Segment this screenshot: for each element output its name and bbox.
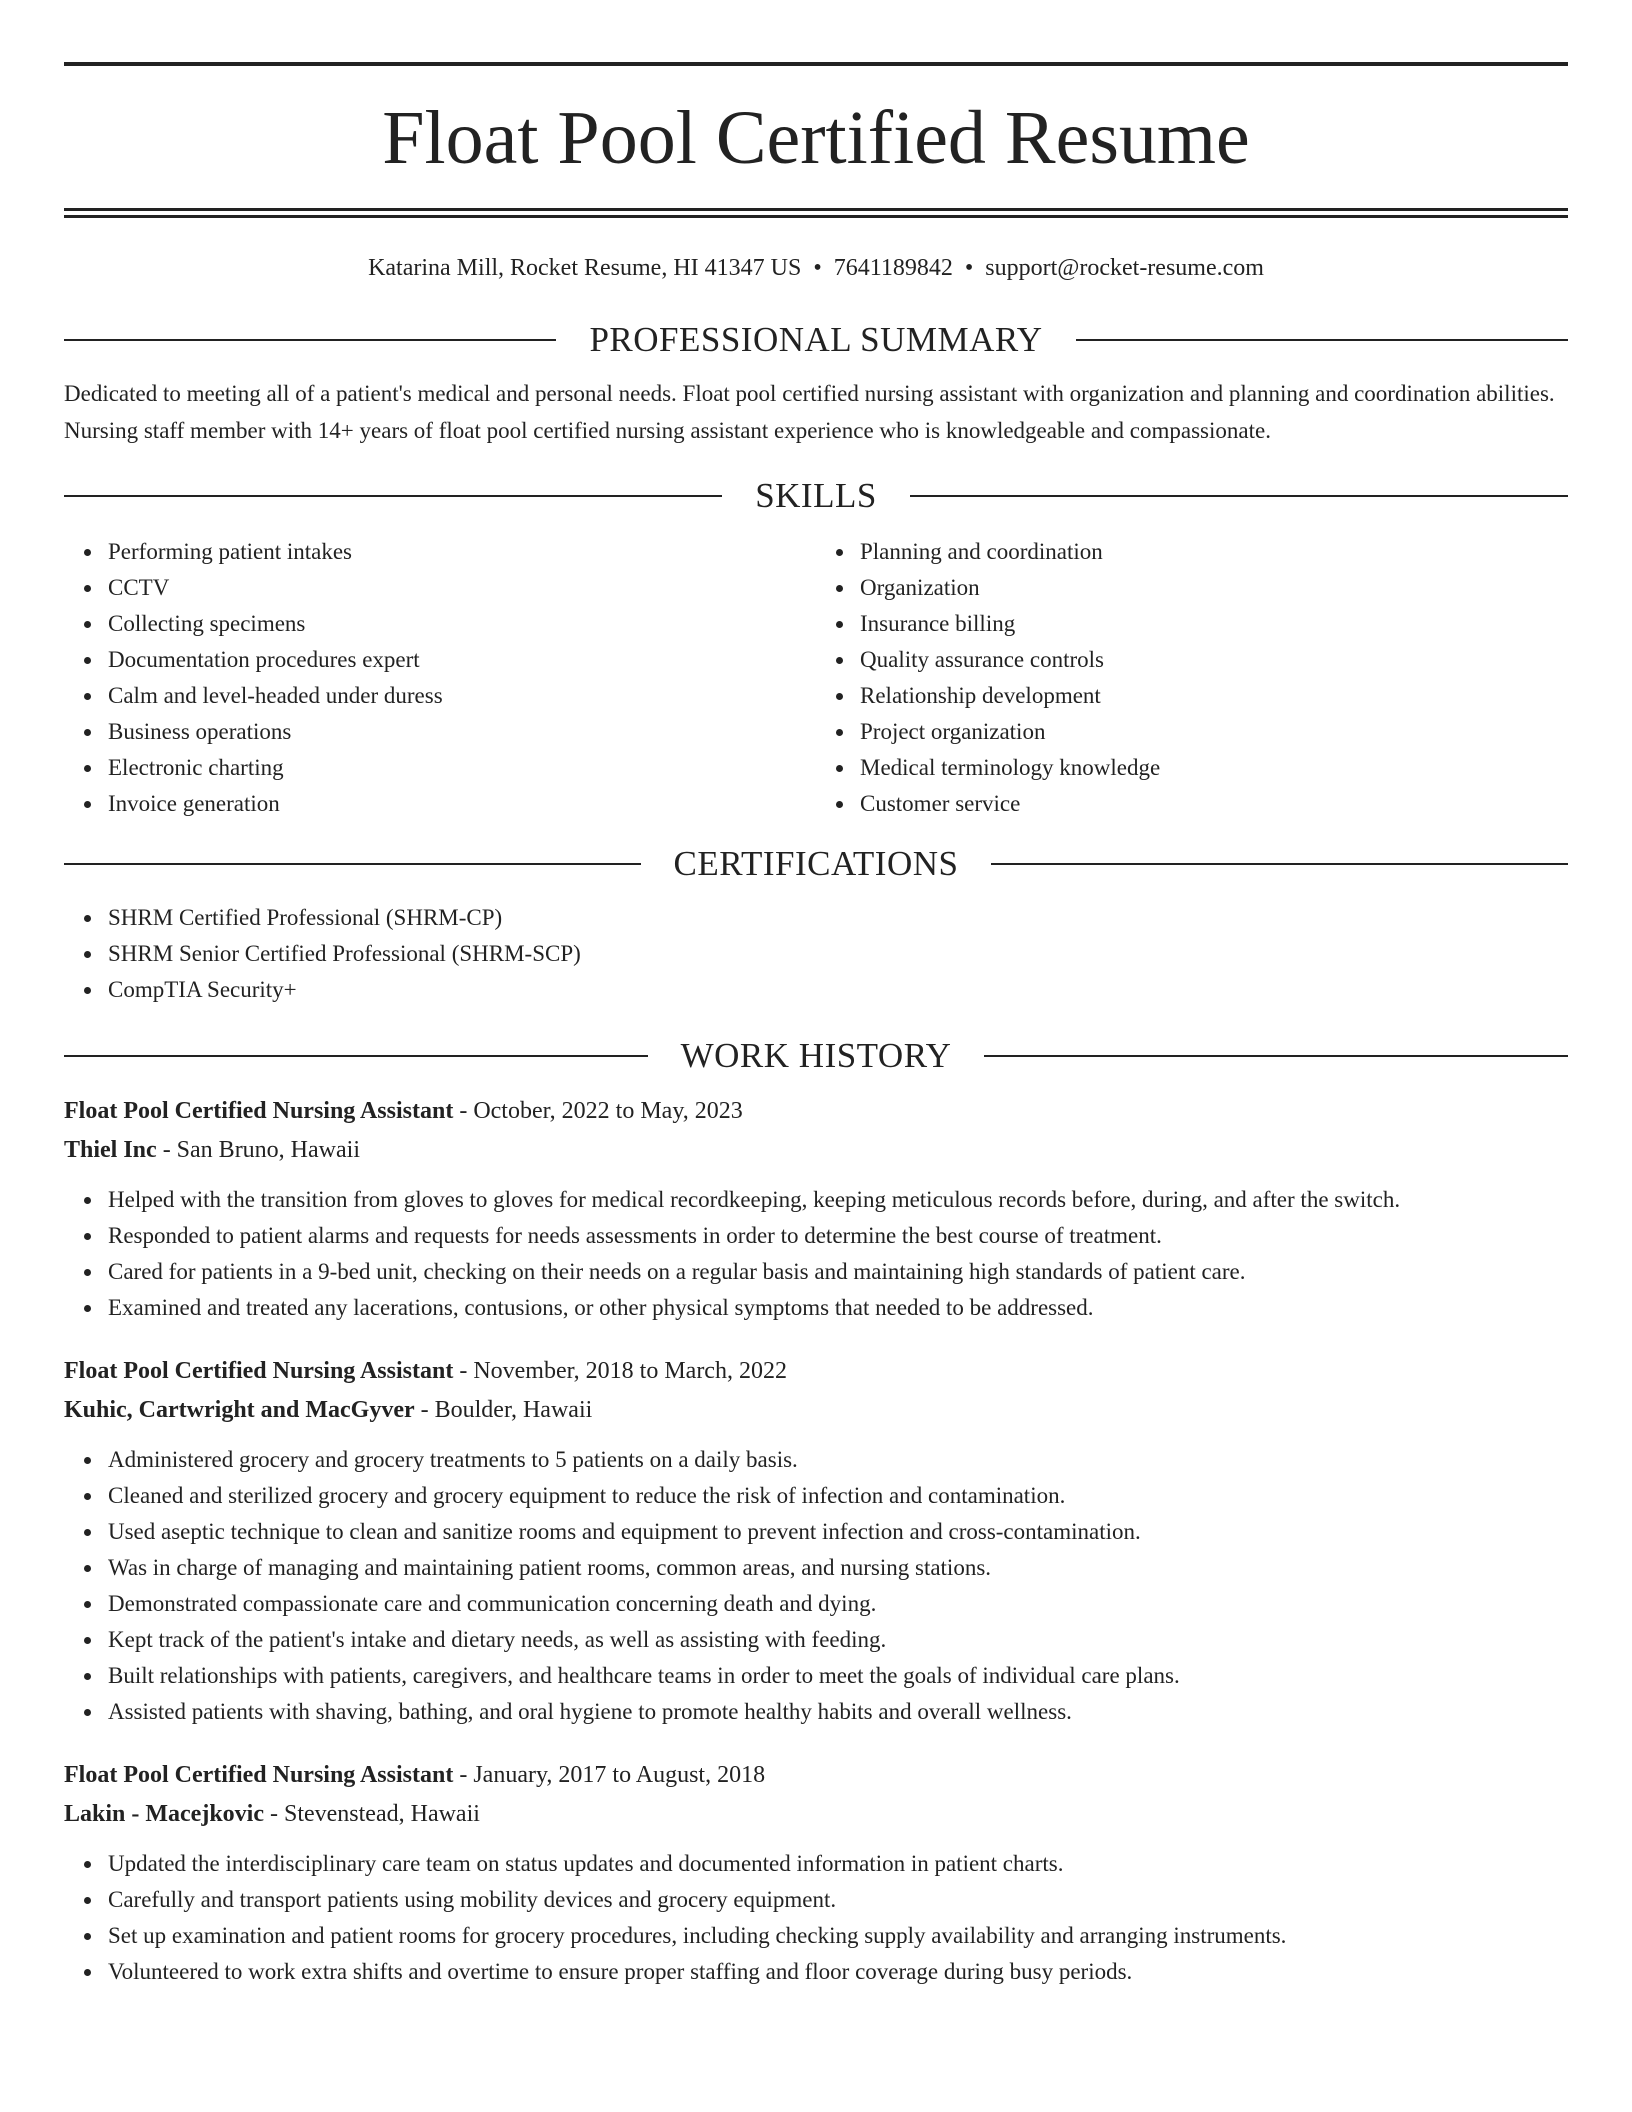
skill-item: Performing patient intakes xyxy=(108,534,816,570)
contact-separator: • xyxy=(964,255,974,281)
skill-item: Documentation procedures expert xyxy=(108,642,816,678)
skill-item: Organization xyxy=(860,570,1568,606)
skills-columns xyxy=(64,534,1568,822)
job-title-line xyxy=(64,1352,1568,1391)
summary-heading-label: PROFESSIONAL SUMMARY xyxy=(589,320,1043,359)
skill-item: Project organization xyxy=(860,714,1568,750)
skill-item: Collecting specimens xyxy=(108,606,816,642)
skill-item: Quality assurance controls xyxy=(860,642,1568,678)
job-company-line xyxy=(64,1795,1568,1834)
job-company-line xyxy=(64,1391,1568,1430)
heading-rule-left xyxy=(64,339,556,341)
job-company: Lakin - Macejkovic xyxy=(64,1801,264,1827)
job-bullet: Helped with the transition from gloves to gloves for medical recordkeeping, keeping meticulous records before, during, and after the switch. xyxy=(108,1182,1568,1218)
job-company: Thiel Inc xyxy=(64,1137,157,1163)
skill-item: Medical terminology knowledge xyxy=(860,750,1568,786)
job-bullet: Responded to patient alarms and requests for needs assessments in order to determine the best course of treatment. xyxy=(108,1218,1568,1254)
job-bullet-list xyxy=(64,1182,1568,1326)
skill-item: Insurance billing xyxy=(860,606,1568,642)
heading-rule-left xyxy=(64,1055,648,1057)
job-title: Float Pool Certified Nursing Assistant xyxy=(64,1762,454,1788)
job-entry xyxy=(64,1092,1568,1326)
skill-item: Business operations xyxy=(108,714,816,750)
job-location: - San Bruno, Hawaii xyxy=(156,1137,360,1163)
job-title-line xyxy=(64,1756,1568,1795)
heading-rule-right xyxy=(984,1055,1568,1057)
job-bullet: Built relationships with patients, caregivers, and healthcare teams in order to meet the goals of individual care plans. xyxy=(108,1658,1568,1694)
summary-text: Dedicated to meeting all of a patient's medical and personal needs. Float pool certified nursing assistant with organization and planning and coordination abilities. Nursing staff member with 14+ years of float pool certified nursing assistant experience who is knowledgeable and compassionate. xyxy=(64,381,1555,443)
job-bullet: Examined and treated any lacerations, contusions, or other physical symptoms that needed to be addressed. xyxy=(108,1290,1568,1326)
heading-rule-left xyxy=(64,495,722,497)
skills-section-heading xyxy=(64,474,1568,518)
job-bullet: Demonstrated compassionate care and communication concerning death and dying. xyxy=(108,1586,1568,1622)
skill-item: Relationship development xyxy=(860,678,1568,714)
job-location: - Stevenstead, Hawaii xyxy=(263,1801,480,1827)
heading-rule-right xyxy=(1076,339,1568,341)
job-bullet: Cared for patients in a 9-bed unit, checking on their needs on a regular basis and maintaining high standards of patient care. xyxy=(108,1254,1568,1290)
job-bullet: Was in charge of managing and maintaining patient rooms, common areas, and nursing stations. xyxy=(108,1550,1568,1586)
header-top-rule xyxy=(64,62,1568,66)
work-history-heading-label: WORK HISTORY xyxy=(680,1036,952,1075)
heading-rule-right xyxy=(991,863,1568,865)
work-history-section-heading xyxy=(64,1034,1568,1078)
job-company: Kuhic, Cartwright and MacGyver xyxy=(64,1397,415,1423)
skill-item: CCTV xyxy=(108,570,816,606)
job-bullet: Assisted patients with shaving, bathing, and oral hygiene to promote healthy habits and overall wellness. xyxy=(108,1694,1568,1730)
job-bullet-list xyxy=(64,1442,1568,1730)
job-bullet: Used aseptic technique to clean and sanitize rooms and equipment to prevent infection and cross-contamination. xyxy=(108,1514,1568,1550)
job-bullet: Kept track of the patient's intake and dietary needs, as well as assisting with feeding. xyxy=(108,1622,1568,1658)
contact-email: support@rocket-resume.com xyxy=(985,255,1264,281)
job-dates: - November, 2018 to March, 2022 xyxy=(453,1358,787,1384)
contact-separator: • xyxy=(813,255,822,281)
certifications-list xyxy=(64,900,1568,1008)
skill-item: Planning and coordination xyxy=(860,534,1568,570)
job-bullet: Updated the interdisciplinary care team on status updates and documented information in patient charts. xyxy=(108,1846,1568,1882)
skill-item: Customer service xyxy=(860,786,1568,822)
job-dates: - October, 2022 to May, 2023 xyxy=(453,1098,743,1124)
contact-line xyxy=(64,252,1568,284)
job-location: - Boulder, Hawaii xyxy=(414,1397,593,1423)
job-entry xyxy=(64,1756,1568,1990)
certifications-section-heading xyxy=(64,842,1568,886)
job-bullet-list xyxy=(64,1846,1568,1990)
certifications-heading-label: CERTIFICATIONS xyxy=(673,844,959,883)
job-bullet: Set up examination and patient rooms for grocery procedures, including checking supply availability and arranging instruments. xyxy=(108,1918,1568,1954)
job-entry xyxy=(64,1352,1568,1730)
job-title: Float Pool Certified Nursing Assistant xyxy=(64,1098,454,1124)
skill-item: Calm and level-headed under duress xyxy=(108,678,816,714)
job-company-line xyxy=(64,1131,1568,1170)
job-title: Float Pool Certified Nursing Assistant xyxy=(64,1358,454,1384)
job-bullet: Cleaned and sterilized grocery and grocery equipment to reduce the risk of infection and contamination. xyxy=(108,1478,1568,1514)
job-dates: - January, 2017 to August, 2018 xyxy=(453,1762,766,1788)
header-double-rule xyxy=(64,208,1568,218)
contact-phone: 7641189842 xyxy=(833,255,953,281)
skill-item: Electronic charting xyxy=(108,750,816,786)
job-bullet: Administered grocery and grocery treatments to 5 patients on a daily basis. xyxy=(108,1442,1568,1478)
heading-rule-left xyxy=(64,863,641,865)
skills-list-left xyxy=(64,534,816,822)
skill-item: Invoice generation xyxy=(108,786,816,822)
certification-item: SHRM Senior Certified Professional (SHRM-SCP) xyxy=(108,936,1568,972)
certification-item: CompTIA Security+ xyxy=(108,972,1568,1008)
skills-list-right xyxy=(816,534,1568,822)
job-title-line xyxy=(64,1092,1568,1131)
job-bullet: Volunteered to work extra shifts and overtime to ensure proper staffing and floor coverage during busy periods. xyxy=(108,1954,1568,1990)
contact-address: Katarina Mill, Rocket Resume, HI 41347 US xyxy=(368,255,802,281)
heading-rule-right xyxy=(910,495,1568,497)
summary-section-heading xyxy=(64,318,1568,362)
certification-item: SHRM Certified Professional (SHRM-CP) xyxy=(108,900,1568,936)
skills-heading-label: SKILLS xyxy=(755,476,877,515)
job-bullet: Carefully and transport patients using mobility devices and grocery equipment. xyxy=(108,1882,1568,1918)
resume-title: Float Pool Certified Resume xyxy=(382,96,1250,180)
